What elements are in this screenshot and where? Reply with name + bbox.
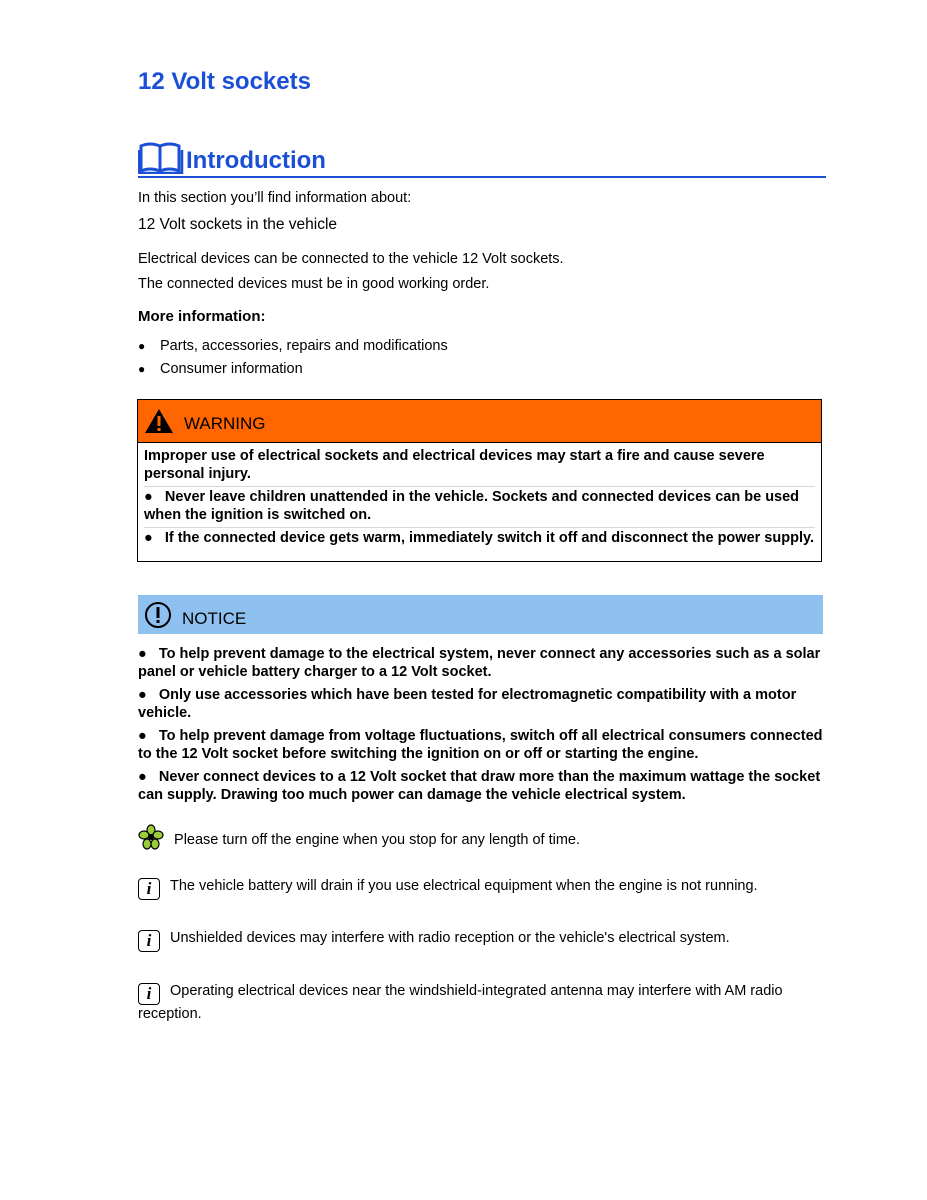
environment-note	[138, 824, 828, 850]
environment-note-text: Please turn off the engine when you stop for any length of time.	[174, 832, 581, 848]
list-item[interactable]: ● Parts, accessories, repairs and modifications	[138, 337, 448, 354]
info-note: i The vehicle battery will drain if you use electrical equipment when the engine is not running.	[138, 877, 828, 900]
intro-heading-text: Introduction	[186, 147, 326, 174]
warning-triangle-icon	[144, 408, 174, 434]
intro-lead: In this section you’ll find information about:	[138, 190, 412, 206]
notice-title: NOTICE	[182, 608, 247, 628]
notice-item: ● To help prevent damage to the electrical system, never connect any accessories such as a solar panel or vehicle battery charger to a 12 Volt socket.	[138, 646, 821, 680]
paragraph: Electrical devices can be connected to the vehicle 12 Volt sockets.	[138, 251, 564, 267]
intro-heading	[138, 138, 826, 178]
notice-body	[138, 644, 823, 808]
notice-item: ● To help prevent damage from voltage fluctuations, switch off all electrical consumers connected to the 12 Volt socket before switching the ignition on or off or starting the engine.	[138, 728, 823, 762]
warning-header	[138, 400, 821, 443]
info-icon: i	[138, 983, 160, 1005]
warning-body	[138, 443, 821, 550]
warning-box	[137, 399, 822, 562]
book-icon	[138, 140, 184, 174]
intro-topic: 12 Volt sockets in the vehicle	[138, 216, 338, 233]
more-info-label: More information:	[138, 308, 266, 325]
paragraph: The connected devices must be in good working order.	[138, 276, 490, 292]
info-icon: i	[138, 878, 160, 900]
list-item[interactable]: ● Consumer information	[138, 360, 303, 377]
warning-title: WARNING	[184, 414, 266, 433]
exclamation-circle-icon	[144, 601, 172, 629]
page-title: 12 Volt sockets	[138, 68, 311, 95]
flower-icon	[138, 824, 164, 850]
info-icon: i	[138, 930, 160, 952]
warning-item: ● If the connected device gets warm, immediately switch it off and disconnect the power supply.	[144, 530, 814, 546]
notice-item: ● Only use accessories which have been tested for electromagnetic compatibility with a motor vehicle.	[138, 687, 797, 721]
warning-intro: Improper use of electrical sockets and electrical devices may start a fire and cause severe personal injury.	[144, 446, 815, 487]
info-note: i Unshielded devices may interfere with radio reception or the vehicle's electrical system.	[138, 929, 828, 952]
notice-item: ● Never connect devices to a 12 Volt socket that draw more than the maximum wattage the socket can supply. Drawing too much power can damage the vehicle electrical system.	[138, 769, 821, 803]
info-note: i Operating electrical devices near the windshield-integrated antenna may interfere with AM radio reception.	[138, 983, 783, 1022]
notice-header	[138, 595, 823, 634]
more-info-list	[138, 334, 448, 380]
warning-item: ● Never leave children unattended in the vehicle. Sockets and connected devices can be used when the ignition is switched on.	[144, 487, 815, 528]
